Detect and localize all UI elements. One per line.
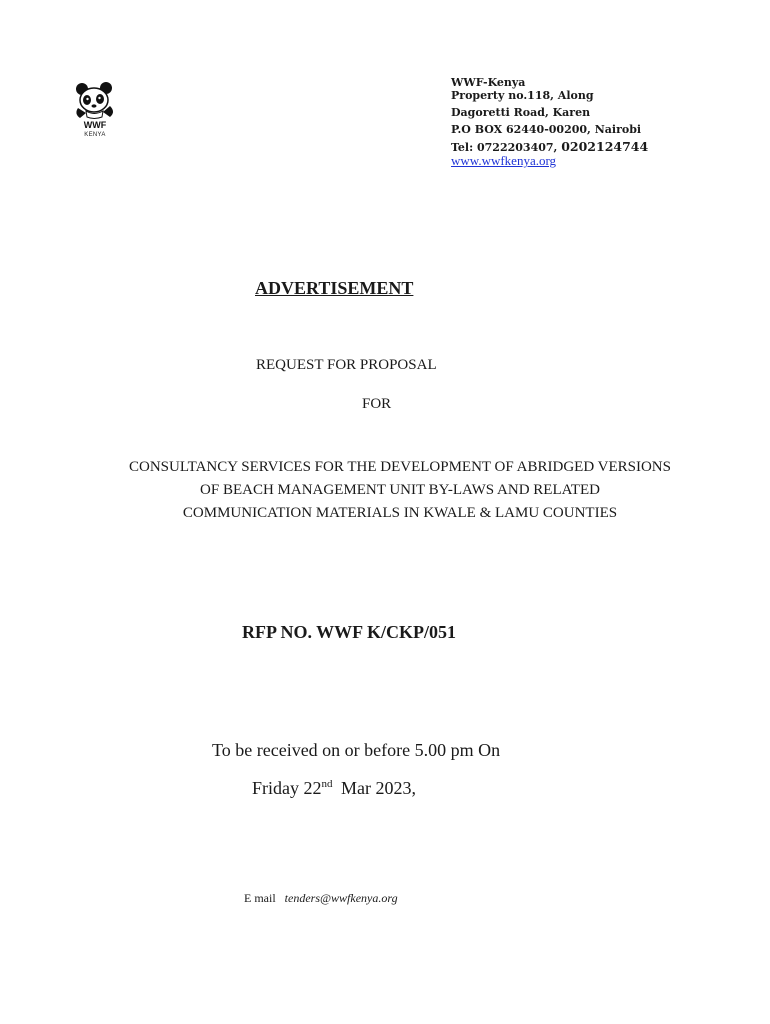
document-heading: ADVERTISEMENT: [255, 278, 414, 298]
email-line: [244, 891, 398, 906]
panda-icon: [72, 80, 118, 130]
deadline-month-year: Mar 2023,: [341, 778, 416, 798]
email-address[interactable]: tenders@wwfkenya.org: [284, 891, 398, 905]
deadline-day-suffix: nd: [321, 778, 333, 790]
email-label: E mail: [244, 891, 276, 905]
telephone: [451, 140, 648, 154]
request-for-proposal: REQUEST FOR PROPOSAL: [256, 357, 437, 373]
services-description: [0, 456, 770, 525]
services-line-2: OF BEACH MANAGEMENT UNIT BY-LAWS AND RELATED: [200, 482, 600, 498]
address-line-3: P.O BOX 62440-00200, Nairobi: [451, 123, 642, 136]
logo-subtitle: KENYA: [84, 132, 106, 138]
rfp-number: RFP NO. WWF K/CKP/051: [242, 622, 456, 642]
logo-wordmark: WWF: [83, 120, 107, 130]
telephone-primary: Tel: 0722203407,: [451, 141, 558, 154]
org-name: WWF-Kenya: [451, 76, 526, 89]
deadline-day: Friday 22: [252, 778, 322, 798]
website-link[interactable]: www.wwfkenya.org: [451, 153, 557, 168]
telephone-secondary: 0202124744: [561, 139, 649, 154]
services-line-3: COMMUNICATION MATERIALS IN KWALE & LAMU COUNTIES: [182, 505, 618, 521]
address-line-2: Dagoretti Road, Karen: [451, 106, 591, 119]
deadline-date: [252, 778, 416, 799]
for-label: FOR: [362, 396, 392, 412]
address-line-1: Property no.118, Along: [451, 89, 594, 102]
address-block: [451, 76, 648, 167]
services-line-1: CONSULTANCY SERVICES FOR THE DEVELOPMENT OF ABRIDGED VERSIONS: [129, 459, 671, 475]
wwf-logo: [72, 80, 122, 142]
deadline-line-1: To be received on or before 5.00 pm On: [212, 740, 501, 760]
